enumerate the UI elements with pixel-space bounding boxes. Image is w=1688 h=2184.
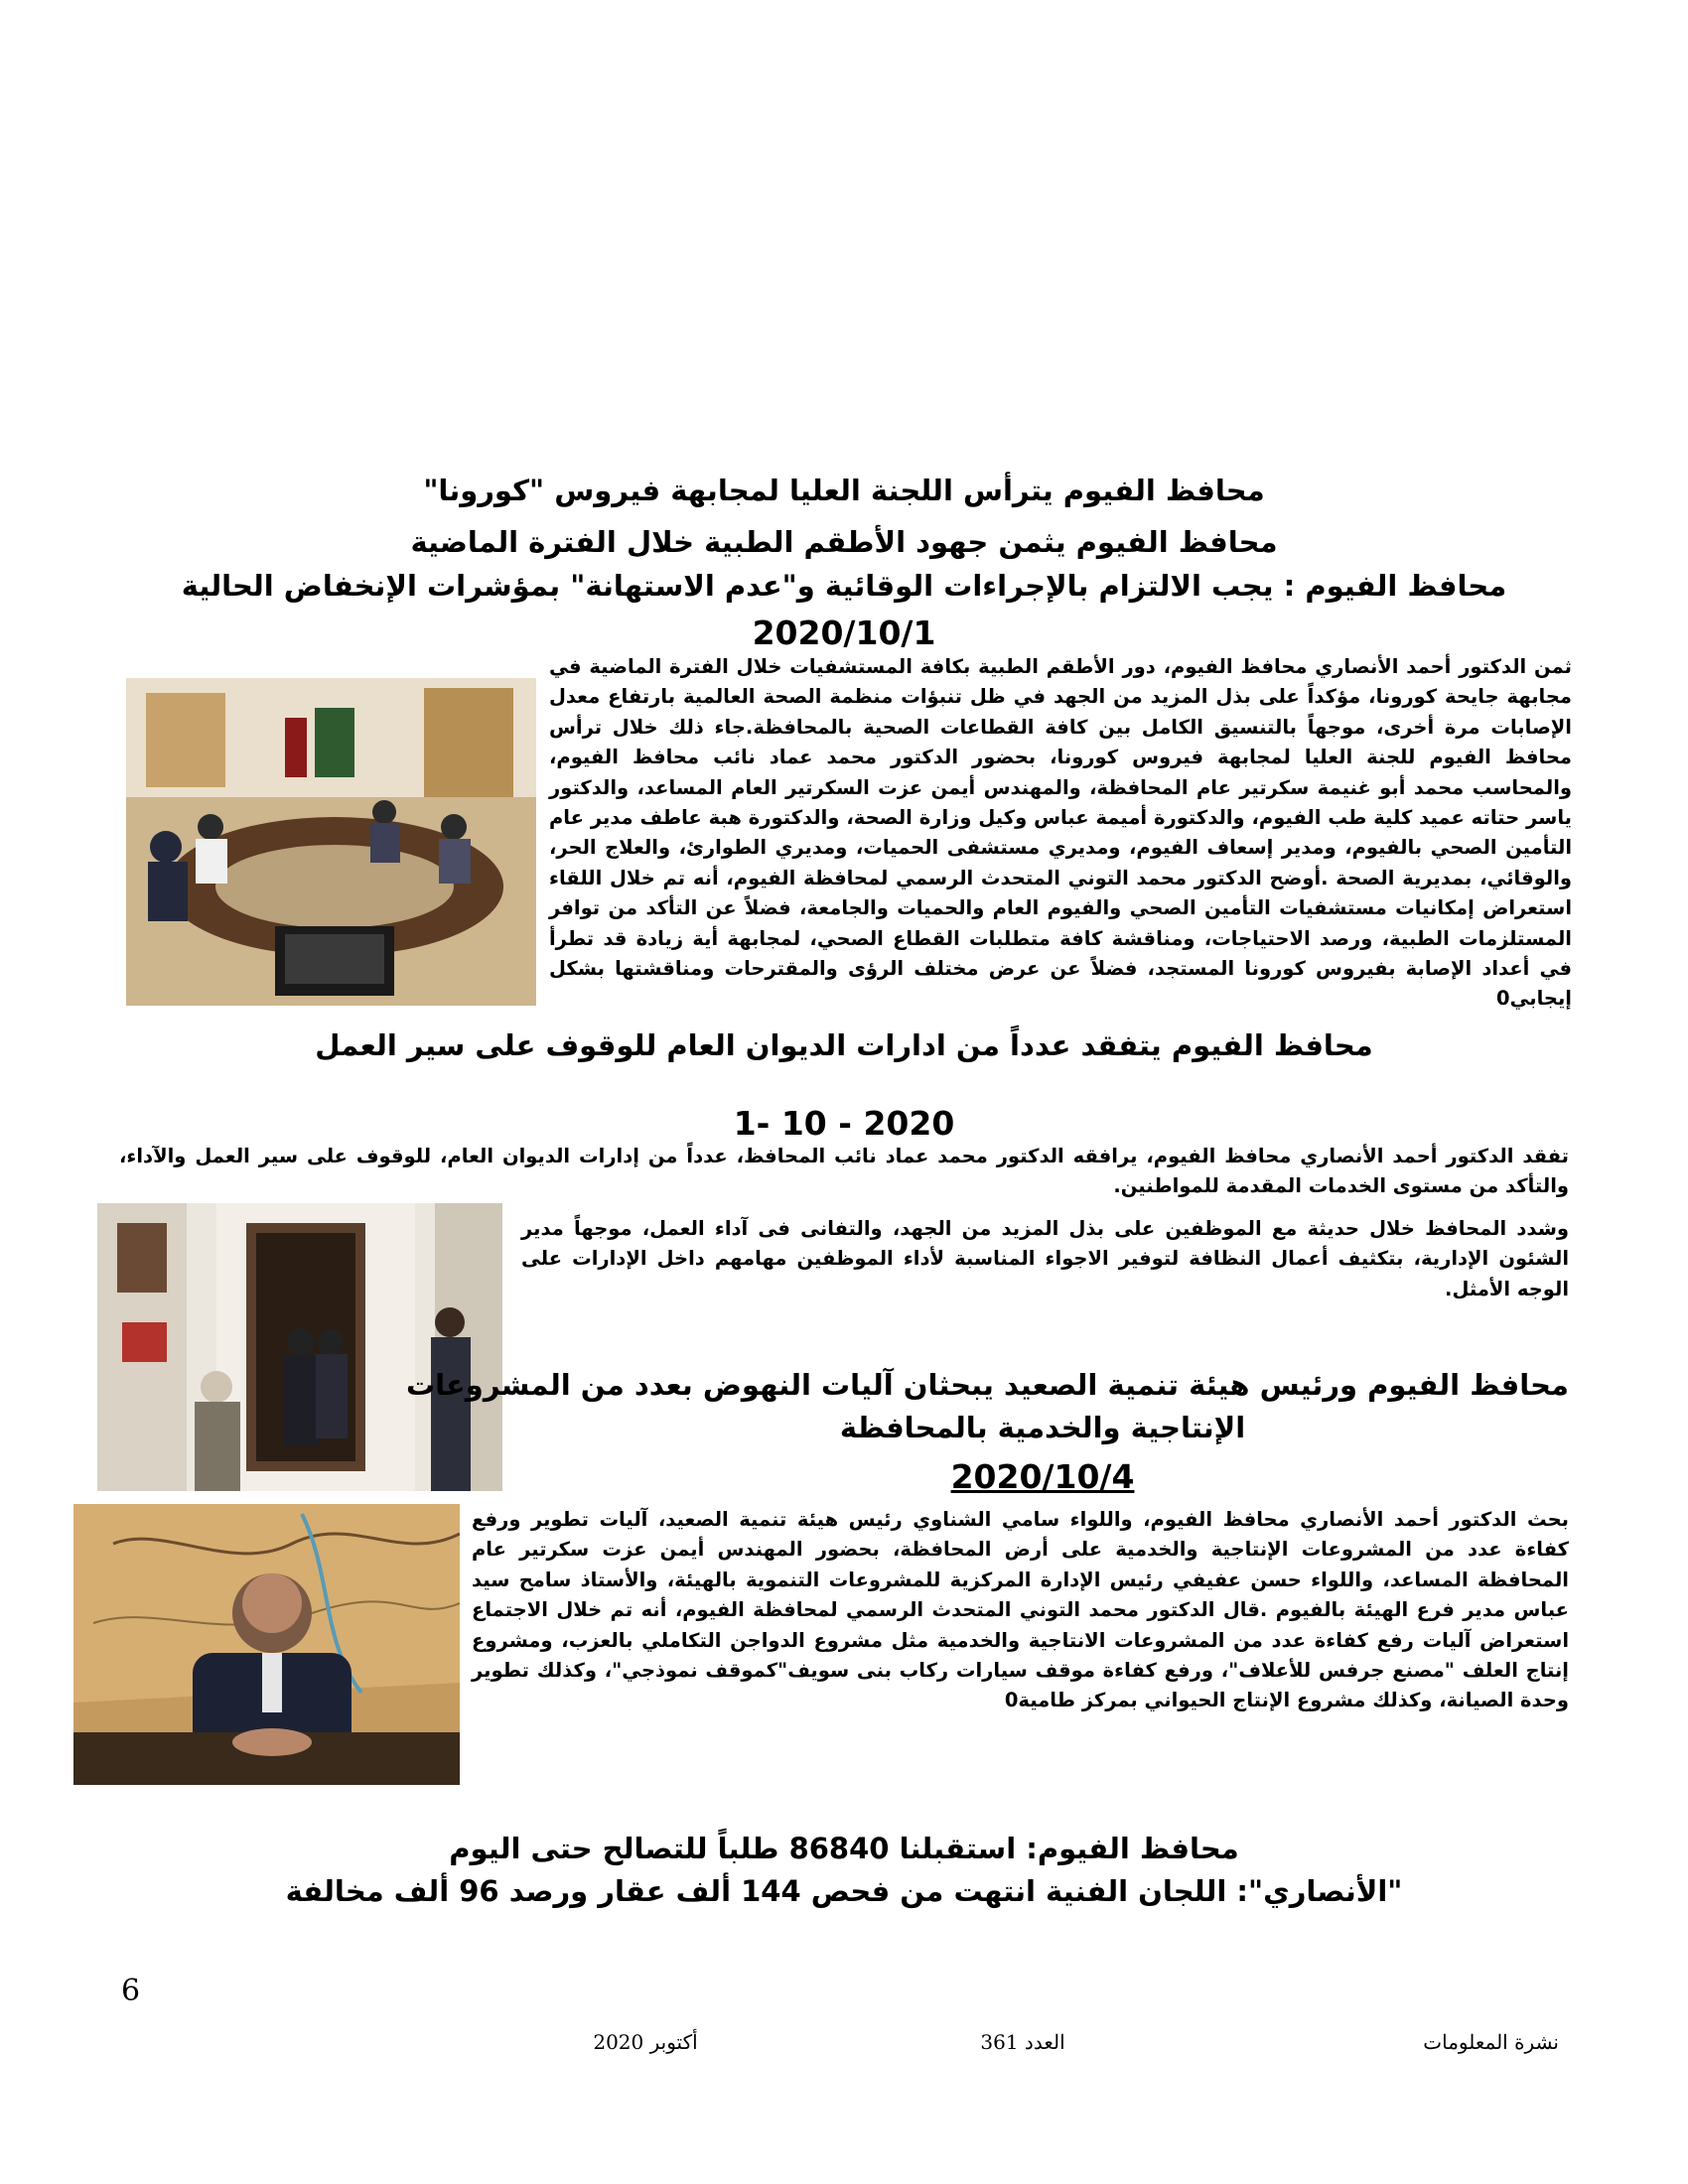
article1-date: 2020/10/1	[752, 614, 936, 652]
footer-issue: العدد 361	[980, 2030, 1065, 2054]
footer-publication: نشرة المعلومات	[1423, 2030, 1559, 2054]
article2-paragraph-2: وشدد المحافظ خلال حديثة مع الموظفين على بذل المزيد من الجهد، والتفانى فى آداء العمل، موجهاً مدير الشئون الإدارية، بتكثيف أعمال النظافة لتوفير الاجواء المناسبة لأداء الموظفين مهامهم داخل الإدارات على الوجه الأمثل.	[521, 1217, 1569, 1300]
footer-month: أكتوبر 2020	[593, 2030, 698, 2054]
article3-headline-1: محافظ الفيوم ورئيس هيئة تنمية الصعيد يبحثان آليات النهوض بعدد من المشروعات	[405, 1368, 1569, 1402]
article3-headline-2: الإنتاجية والخدمية بالمحافظة	[839, 1411, 1246, 1444]
article1-headline-2: محافظ الفيوم يثمن جهود الأطقم الطبية خلال الفترة الماضية	[410, 525, 1278, 559]
article2-date: 1- 10 - 2020	[733, 1104, 955, 1143]
article1-headline-1: محافظ الفيوم يترأس اللجنة العليا لمجابهة فيروس "كورونا"	[423, 474, 1265, 507]
article1-body: ثمن الدكتور أحمد الأنصاري محافظ الفيوم، دور الأطقم الطبية بكافة المستشفيات خلال الفترة الماضية في مجابهة جايحة كورونا، مؤكداً على بذل المزيد من الجهد في ظل تنبؤات منظمة الصحة العالمية بارتفاع معدل الإصابات مرة أخرى، موجهاً بالتنسيق الكامل بين كافة القطاعات الصحية بالمحافظة.جاء ذلك خلال ترأس محافظ الفيوم للجنة العليا لمجابهة فيروس كورونا، بحضور الدكتور محمد عماد نائب محافظ الفيوم، والمحاسب محمد أبو غنيمة سكرتير عام المحافظة، والمهندس أيمن عزت السكرتير العام المساعد، والدكتور ياسر حتاته عميد كلية طب الفيوم، والدكتورة أميمة عباس وكيل وزارة الصحة، والدكتورة هبة عاطف مدير عام التأمين الصحي بالفيوم، ومدير إسعاف الفيوم، ومديري مستشفى الحميات، ومديري الطوارئ، والعلاج الحر، والوقائي، بمديرية الصحة .أوضح الدكتور محمد التوني المتحدث الرسمي لمحافظة الفيوم، أنه تم خلال اللقاء استعراض إمكانيات مستشفيات التأمين الصحي والفيوم العام والحميات والجامعة، فضلاً عن التأكد من توافر المستلزمات الطبية، ورصد الاحتياجات، ومناقشة كافة متطلبات القطاع الصحي، لمجابهة أية زيادة قد تطرأ في أعداد الإصابة بفيروس كورونا المستجد، فضلاً عن عرض مختلف الرؤى والمقترحات ومناقشتها بشكل إيجابي0	[549, 655, 1572, 1011]
article4-headline-1: محافظ الفيوم: استقبلنا 86840 طلباً للتصالح حتى اليوم	[449, 1832, 1239, 1865]
office-visit-photo	[97, 1203, 502, 1491]
article4-headline-2: "الأنصاري": اللجان الفنية انتهت من فحص 144 ألف عقار ورصد 96 ألف مخالفة	[285, 1874, 1403, 1908]
article3-date: 2020/10/4	[950, 1457, 1135, 1496]
article1-headline-3: محافظ الفيوم : يجب الالتزام بالإجراءات الوقائية و"عدم الاستهانة" بمؤشرات الإنخفاض الحالية	[181, 569, 1507, 603]
article2-headline: محافظ الفيوم يتفقد عدداً من ادارات الديوان العام للوقوف على سير العمل	[315, 1028, 1373, 1062]
article2-paragraph-1: تفقد الدكتور أحمد الأنصاري محافظ الفيوم، يرافقه الدكتور محمد عماد نائب المحافظ، عدداً من إدارات الديوان العام، للوقوف على سير العمل والآداء، والتأكد من مستوى الخدمات المقدمة للمواطنين.	[119, 1145, 1569, 1198]
governor-photo	[73, 1504, 460, 1785]
page-number: 6	[121, 1974, 141, 2008]
article3-body: بحث الدكتور أحمد الأنصاري محافظ الفيوم، واللواء سامي الشناوي رئيس هيئة تنمية الصعيد، آليات تطوير ورفع كفاءة عدد من المشروعات الإنتاجية والخدمية على أرض المحافظة، بحضور المهندس أيمن عزت سكرتير عام المحافظة المساعد، واللواء حسن عفيفي رئيس الإدارة المركزية للمشروعات التنموية بالهيئة، والأستاذ سامح سيد عباس مدير فرع الهيئة بالفيوم .قال الدكتور محمد التوني المتحدث الرسمي لمحافظة الفيوم، أنه تم خلال الاجتماع استعراض آليات رفع كفاءة عدد من المشروعات الانتاجية والخدمية مثل مشروع الدواجن التكاملي بالعزب، ومشروع إنتاج العلف "مصنع جرفس للأعلاف"، ورفع كفاءة موقف سيارات ركاب بنى سويف"كموقف نموذجي"، وكذلك تطوير وحدة الصيانة، وكذلك مشروع الإنتاج الحيواني بمركز طامية0	[472, 1508, 1569, 1712]
meeting-photo	[126, 678, 536, 1006]
